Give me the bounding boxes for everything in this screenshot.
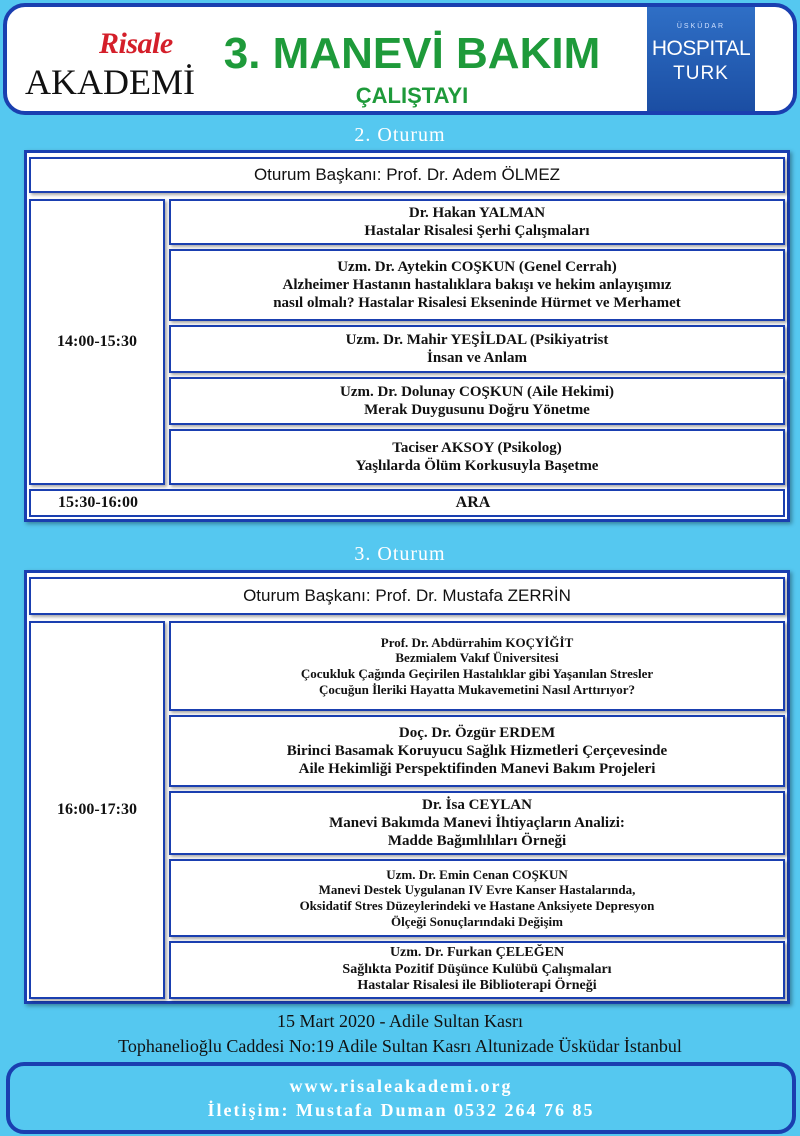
talk-topic: Manevi Destek Uygulanan IV Evre Kanser Hastalarında, (318, 882, 636, 898)
session-3-time: 16:00-17:30 (29, 621, 165, 999)
talk-speaker: Uzm. Dr. Aytekin COŞKUN (Genel Cerrah) (337, 259, 617, 275)
talk-topic: Manevi Bakımda Manevi İhtiyaçların Analizi: (329, 815, 625, 831)
talk-speaker: Taciser AKSOY (Psikolog) (392, 440, 562, 456)
talk-topic: Hastalar Risalesi Şerhi Çalışmaları (364, 223, 590, 239)
page-title: 3. MANEVİ BAKIM (223, 29, 601, 78)
logo-risale-text: Risale (99, 27, 173, 60)
session-3-chair: Oturum Başkanı: Prof. Dr. Mustafa ZERRİN (29, 577, 785, 615)
talk-topic: Birinci Basamak Koruyucu Sağlık Hizmetleri Çerçevesinde (286, 743, 668, 759)
talk-topic: Aile Hekimliği Perspektifinden Manevi Bakım Projeleri (298, 761, 656, 777)
talk-topic: Merak Duygusunu Doğru Yönetme (364, 402, 590, 418)
talk-topic: Ölçeği Sonuçlarındaki Değişim (391, 913, 563, 929)
talk-topic: Yaşlılarda Ölüm Korkusuyla Başetme (355, 458, 599, 474)
talk-speaker: Uzm. Dr. Furkan ÇELEĞEN (389, 944, 565, 960)
talk-speaker: Prof. Dr. Abdürrahim KOÇYİĞİT (380, 634, 574, 650)
talk-topic: Hastalar Risalesi ile Biblioterapi Örneği (357, 978, 597, 994)
event-date-place: 15 Mart 2020 - Adile Sultan Kasrı (277, 1011, 523, 1031)
hospital-turk-logo (647, 7, 755, 111)
break-time: 15:30-16:00 (29, 489, 165, 517)
session-2-label: 2. Oturum (354, 124, 446, 146)
logo-turk-text: TURK (673, 63, 729, 84)
talk-topic: Madde Bağımlılıları Örneği (387, 833, 567, 849)
talk-topic: Çocuğun İleriki Hayatta Mukavemetini Nasıl Arttırıyor? (319, 681, 635, 697)
talk-speaker: Dr. İsa CEYLAN (422, 797, 532, 813)
session-2-chair: Oturum Başkanı: Prof. Dr. Adem ÖLMEZ (29, 157, 785, 193)
session-2-time: 14:00-15:30 (29, 199, 165, 485)
talk-item (169, 859, 785, 937)
talk-item (169, 325, 785, 373)
break-label: ARA (163, 489, 785, 517)
talk-item (169, 621, 785, 711)
talk-topic: Oksidatif Stres Düzeylerindeki ve Hastane Anksiyete Depresyon (299, 898, 655, 913)
session-2-panel (24, 150, 790, 522)
session-3-label: 3. Oturum (354, 543, 446, 565)
logo-akademi-text: AKADEMİ (25, 62, 195, 102)
talk-speaker: Uzm. Dr. Emin Cenan COŞKUN (386, 866, 568, 882)
session-3-panel (24, 570, 790, 1004)
talk-item (169, 791, 785, 855)
risale-akademi-logo (21, 27, 211, 107)
talk-item (169, 249, 785, 321)
talk-topic: Çocukluk Çağında Geçirilen Hastalıklar gibi Yaşanılan Stresler (300, 666, 654, 681)
talk-item (169, 715, 785, 787)
talk-item (169, 941, 785, 999)
talk-speaker: Uzm. Dr. Dolunay COŞKUN (Aile Hekimi) (339, 384, 615, 400)
talk-item (169, 377, 785, 425)
talk-speaker: Uzm. Dr. Mahir YEŞİLDAL (Psikiyatrist (345, 332, 609, 348)
logo-hospital-text: HOSPITAL (651, 37, 751, 60)
talk-topic: Sağlıkta Pozitif Düşünce Kulübü Çalışmaları (342, 961, 612, 977)
contact-info: İletişim: Mustafa Duman 0532 264 76 85 (207, 1100, 595, 1120)
talk-item (169, 429, 785, 485)
website-link[interactable]: www.risaleakademi.org (289, 1075, 513, 1096)
page-subtitle: ÇALIŞTAYI (355, 83, 469, 108)
talk-item (169, 199, 785, 245)
logo-uskudar-text: ÜSKÜDAR (676, 23, 726, 30)
header-banner (3, 3, 797, 115)
talk-speaker: Dr. Hakan YALMAN (408, 205, 546, 221)
talk-topic: Alzheimer Hastanın hastalıklara bakışı ve hekim anlayışımız (282, 277, 672, 293)
talk-topic: nasıl olmalı? Hastalar Risalesi Ekseninde Hürmet ve Merhamet (273, 295, 681, 311)
talk-affiliation: Bezmialem Vakıf Üniversitesi (395, 650, 559, 666)
talk-topic: İnsan ve Anlam (426, 350, 528, 366)
event-address: Tophanelioğlu Caddesi No:19 Adile Sultan Kasrı Altunizade Üsküdar İstanbul (118, 1036, 682, 1056)
footer-banner (6, 1062, 796, 1134)
talk-speaker: Doç. Dr. Özgür ERDEM (398, 725, 556, 741)
